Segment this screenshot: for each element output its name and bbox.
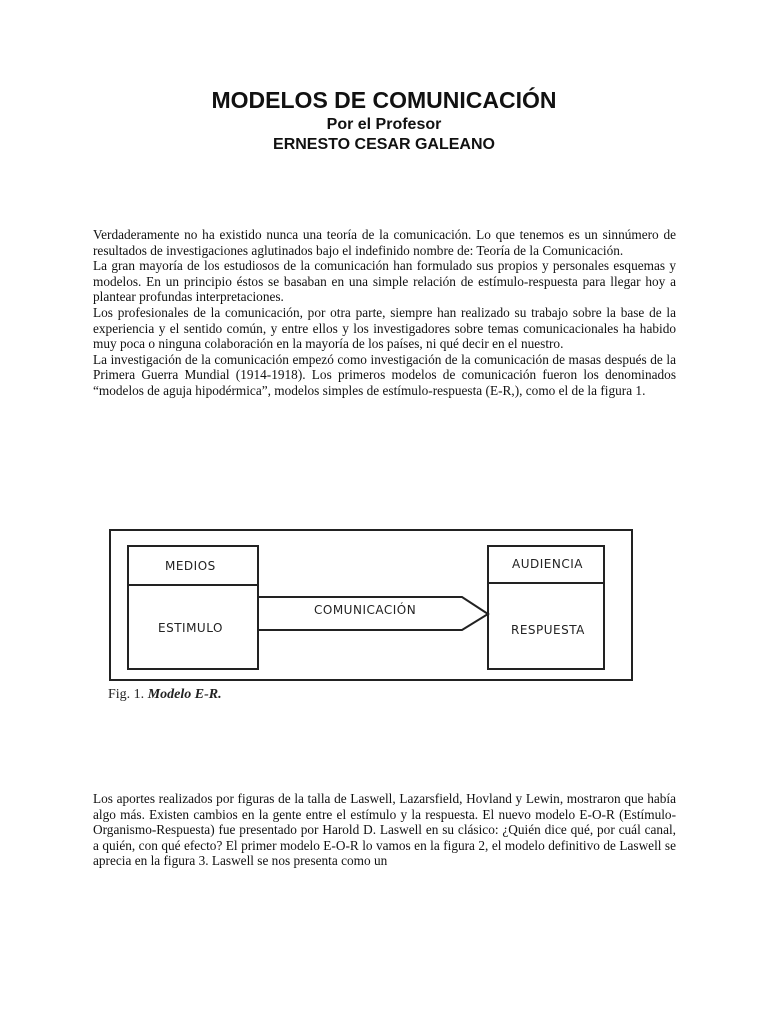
- paragraph: La gran mayoría de los estudiosos de la comunicación han formulado sus propios y personales esquemas y modelos. En un principio éstos se basaban en una simple relación de estímulo-respuesta para llegar hoy a plantear profundas interpretaciones.: [93, 258, 676, 305]
- respuesta-label: RESPUESTA: [511, 623, 585, 637]
- document-title: MODELOS DE COMUNICACIÓN: [211, 87, 557, 113]
- body-text-bottom: [93, 791, 676, 869]
- caption-model: Modelo E-R.: [147, 687, 222, 702]
- medios-label: MEDIOS: [165, 559, 216, 573]
- paragraph: La investigación de la comunicación empezó como investigación de la comunicación de masas después de la Primera Guerra Mundial (1914-1918). Los primeros modelos de comunicación fueron los denominados “modelos de aguja hipodérmica”, modelos simples de estímulo-respuesta (E-R,), como el de la figura 1.: [93, 351, 676, 398]
- document-author: ERNESTO CESAR GALEANO: [273, 136, 495, 153]
- comunicacion-label: COMUNICACIÓN: [314, 603, 417, 617]
- paragraph: Verdaderamente no ha existido nunca una teoría de la comunicación. Lo que tenemos es un sinnúmero de resultados de investigaciones aglutinados bajo el indefinido nombre de: Teoría de la Comunicación.: [93, 227, 676, 258]
- figure-caption: [108, 687, 222, 703]
- paragraph: Los aportes realizados por figuras de la talla de Laswell, Lazarsfield, Hovland y Lewin, mostraron que había algo más. Existen cambios en la gente entre el estímulo y la respuesta. El nuevo modelo E-O-R (Estímulo-Organismo-Respuesta) fue presentado por Harold D. Laswell en su clásico: ¿Quién dice qué, por cuál canal, a quién, con qué efecto? El primer modelo E-O-R lo vamos en la figura 2, el modelo definitivo de Laswell se aprecia en la figura 3. Laswell se nos presenta como un: [93, 791, 676, 869]
- body-text-top: [93, 227, 676, 399]
- document-subtitle: Por el Profesor: [326, 116, 442, 133]
- estimulo-label: ESTIMULO: [158, 621, 223, 635]
- paragraph: Los profesionales de la comunicación, por otra parte, siempre han realizado su trabajo sobre la base de la experiencia y el sentido común, y entre ellos y los investigadores sobre temas comunicacionales ha habido muy poca o ninguna colaboración en la mayoría de los países, ni qué decir en el nuestro.: [93, 304, 676, 352]
- audiencia-label: AUDIENCIA: [512, 557, 583, 571]
- document-header: [0, 86, 768, 155]
- figure-1-er-model: [108, 527, 648, 713]
- caption-prefix: Fig. 1.: [108, 687, 145, 702]
